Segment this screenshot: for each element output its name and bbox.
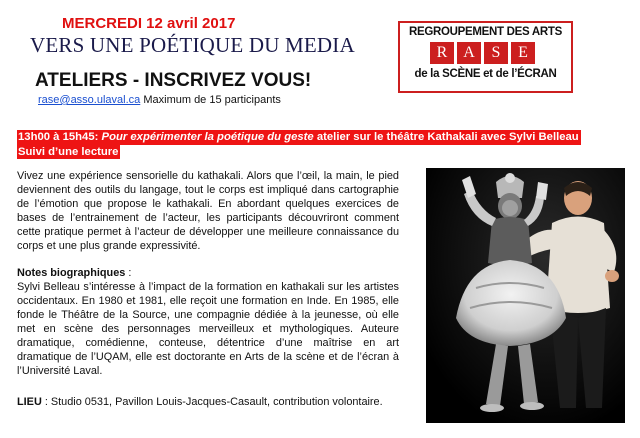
contact-line (38, 94, 281, 106)
logo-bottom-text: de la SCÈNE et de l’ÉCRAN (414, 68, 557, 80)
performance-photo (426, 168, 625, 423)
venue-label: LIEU (17, 396, 42, 408)
logo-letter: S (484, 42, 508, 64)
banner-line-2: Suivi d’une lecture (18, 145, 119, 158)
bio-heading: Notes biographiques (17, 267, 126, 280)
venue-text: : Studio 0531, Pavillon Louis-Jacques-Casault, contribution volontaire. (41, 396, 383, 408)
session-title: Pour expérimenter la poétique du geste (101, 131, 314, 143)
logo-letter: R (430, 42, 454, 64)
banner-line-1 (17, 130, 581, 145)
text-column (17, 170, 399, 379)
max-participants: Maximum de 15 participants (143, 94, 281, 106)
logo-letters (430, 42, 535, 64)
event-date: MERCREDI 12 avril 2017 (62, 15, 236, 32)
event-title: VERS UNE POÉTIQUE DU MEDIA (30, 33, 355, 57)
workshops-heading: ATELIERS - INSCRIVEZ VOUS! (35, 70, 312, 91)
description-paragraph: Vivez une expérience sensorielle du kathakali. Alors que l’œil, la main, le pied deviennent des outils du langage, tout le corps est impliqué dans cartographie de l’émotion que propose le kathakali. En abordant quelques exercices de bases de l’entrainement de l’acteur, les participants découvriront comment cette pratique permet à l’acteur de développer une meilleure connaissance du corps et une plus grande expressivité. (17, 170, 399, 252)
bio-paragraph: Sylvi Belleau s’intéresse à l’impact de la formation en kathakali sur les artistes occidentaux. En 1980 et 1981, elle reçoit une formation en Inde. En 1985, elle fonde le Théâtre de la Source, une compagnie dédiée à la jeunesse, où elle met en scène des personnages merveilleux et mythologiques. Auteure dramatique, comédienne, conteuse, détentrice d’une maîtrise en art dramatique de l’UQAM, elle est doctorante en Arts de la scène et de l’écran à l’Université Laval. (17, 281, 399, 377)
session-time: 13h00 à 15h45: (18, 131, 99, 143)
logo-top-text: REGROUPEMENT DES ARTS (408, 26, 562, 38)
session-detail: atelier sur le théâtre Kathakali avec Sylvi Belleau (313, 131, 579, 143)
logo-letter: A (457, 42, 481, 64)
bio-heading-suffix: : (125, 267, 132, 280)
rase-logo (398, 21, 573, 93)
kathakali-performers-image (426, 168, 625, 423)
email-link[interactable]: rase@asso.ulaval.ca (38, 94, 141, 106)
session-banner (17, 130, 581, 159)
bio-heading-line (17, 267, 399, 281)
venue-line (17, 396, 383, 408)
logo-letter: E (511, 42, 535, 64)
